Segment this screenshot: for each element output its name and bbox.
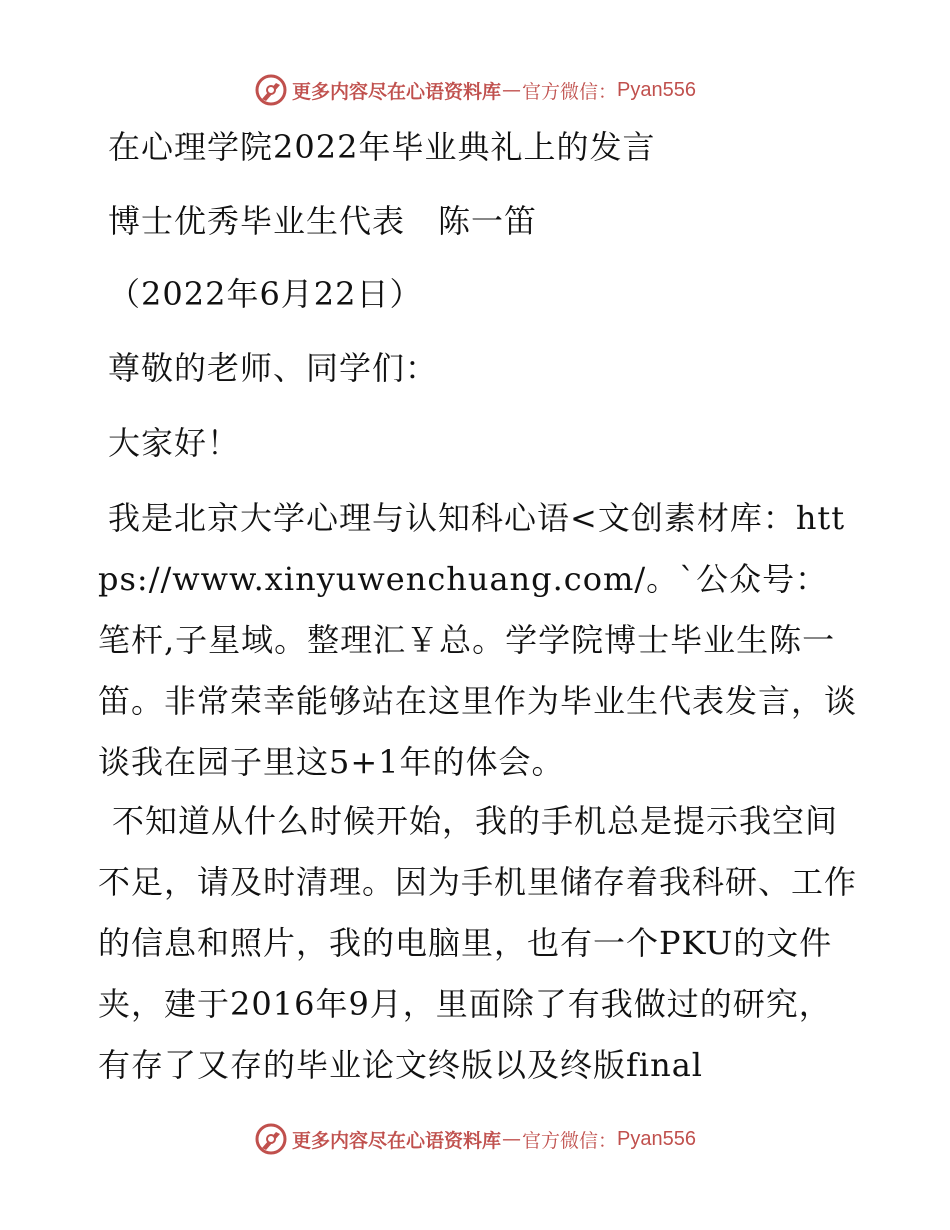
- watermark-official-label: 官方微信：: [522, 1129, 618, 1152]
- paragraph-1: 我是北京大学心理与认知科心语<文创素材库：https://www.xinyuwenchuang.com/。`公众号：笔杆,子星域。整理汇￥总。学学院博士毕业生陈一笛。非常荣幸能够站在这里作为毕业生代表发言，谈谈我在园子里这5+1年的体会。: [98, 499, 858, 781]
- watermark-wechat-id: Pyan556: [617, 1127, 696, 1150]
- greeting: 大家好！: [108, 424, 241, 462]
- watermark-wechat-id: Pyan556: [617, 78, 696, 101]
- watermark-official-label: 官方微信：: [522, 80, 618, 103]
- watermark-separator: —: [502, 79, 522, 101]
- watermark-site-text: 更多内容尽在心语资料库: [292, 1129, 502, 1152]
- watermark-separator: —: [502, 1128, 522, 1150]
- header-watermark: [0, 70, 950, 110]
- salutation: 尊敬的老师、同学们：: [108, 349, 439, 387]
- pen-logo-icon: [254, 1122, 288, 1156]
- speech-date: （2022年6月22日）: [108, 275, 423, 313]
- document-title: 在心理学院2022年毕业典礼上的发言: [108, 128, 656, 166]
- paragraph-2: 不知道从什么时候开始，我的手机总是提示我空间不足，请及时清理。因为手机里储存着我科研、工作的信息和照片，我的电脑里，也有一个PKU的文件夹，建于2016年9月，里面除了有我做过的研究，有存了又存的毕业论文终版以及终版final: [98, 802, 858, 1084]
- watermark-site-text: 更多内容尽在心语资料库: [292, 80, 502, 103]
- footer-watermark: [0, 1119, 950, 1159]
- speaker-line: 博士优秀毕业生代表 陈一笛: [108, 202, 538, 240]
- pen-logo-icon: [254, 73, 288, 107]
